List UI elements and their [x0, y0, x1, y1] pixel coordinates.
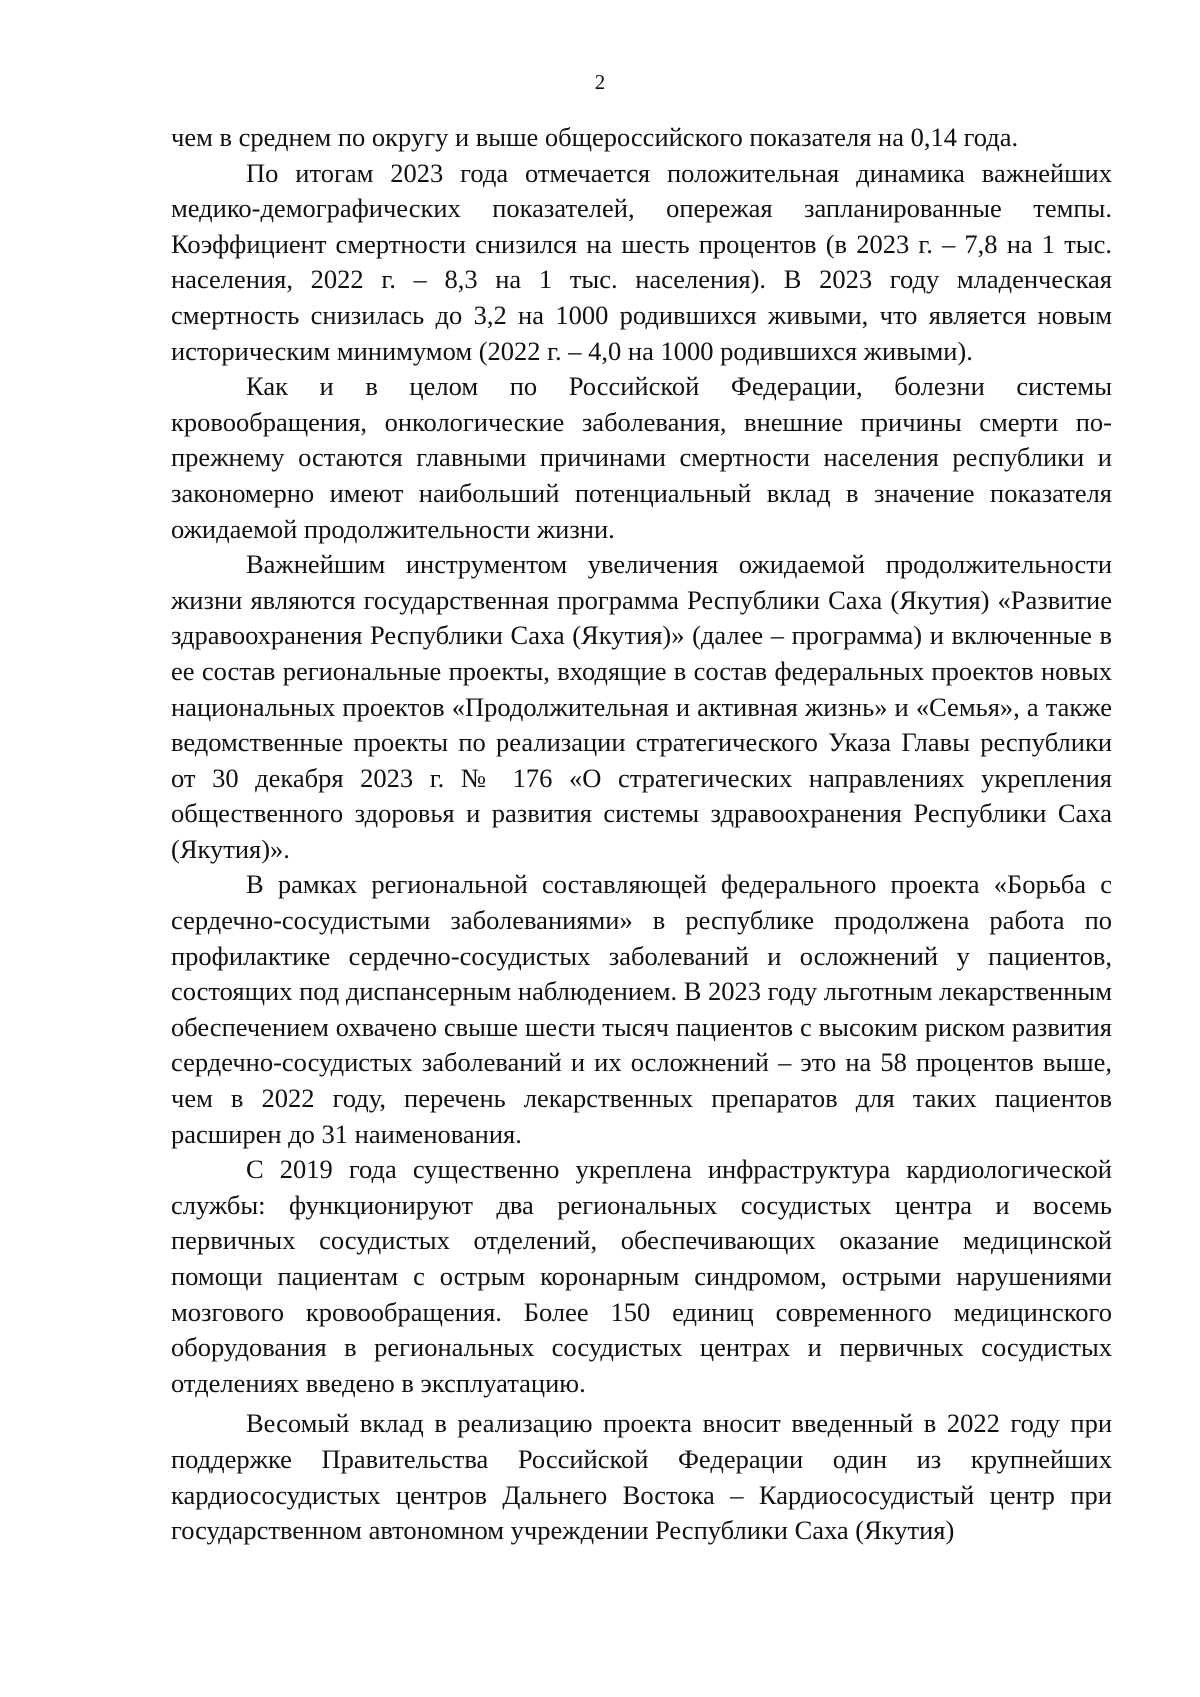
paragraph-cardiovascular-center: Весомый вклад в реализацию проекта вносит введенный в 2022 году при поддержке Правительства Российской Федерации один из крупнейших кардиососудистых центров Дальнего Востока – Кардиососудистый центр при государственном автономном учреждении Республики Саха (Якутия): [171, 1408, 1112, 1546]
paragraph-cardiovascular-project: В рамках региональной составляющей федерального проекта «Борьба с сердечно-сосудистыми заболеваниями» в республике продолжена работа по профилактике сердечно-сосудистых заболеваний и осложнений у пациентов, состоящих под диспансерным наблюдением. В 2023 году льготным лекарственным обеспечением охвачено свыше шести тысяч пациентов с высоким риском развития сердечно-сосудистых заболеваний и их осложнений – это на 58 процентов выше, чем в 2022 году, перечень лекарственных препаратов для таких пациентов расширен до 31 наименования.: [171, 869, 1112, 1149]
document-body: [171, 120, 1112, 1549]
paragraph-cardiology-infrastructure: С 2019 года существенно укреплена инфраструктура кардиологической службы: функционируют два региональных сосудистых центра и восемь первичных сосудистых отделений, обеспечивающих оказание медицинской помощи пациентам с острым коронарным синдромом, острыми нарушениями мозгового кровообращения. Более 150 единиц современного медицинского оборудования в региональных сосудистых центрах и первичных сосудистых отделениях введено в эксплуатацию.: [171, 1154, 1112, 1398]
paragraph-continuation: чем в среднем по округу и выше общероссийского показателя на 0,14 года.: [171, 122, 1019, 152]
paragraph-state-program: Важнейшим инструментом увеличения ожидаемой продолжительности жизни являются государственная программа Республики Саха (Якутия) «Развитие здравоохранения Республики Саха (Якутия)» (далее – программа) и включенные в ее состав региональные проекты, входящие в состав федеральных проектов новых национальных проектов «Продолжительная и активная жизнь» и «Семья», а также ведомственные проекты по реализации стратегического Указа Главы республики от 30 декабря 2023 г. № 176 «О стратегических направлениях укрепления общественного здоровья и развития системы здравоохранения Республики Саха (Якутия)».: [171, 549, 1112, 864]
paragraph-mortality-causes: Как и в целом по Российской Федерации, болезни системы кровообращения, онкологические заболевания, внешние причины смерти по-прежнему остаются главными причинами смертности населения республики и закономерно имеют наибольший потенциальный вклад в значение показателя ожидаемой продолжительности жизни.: [171, 371, 1112, 544]
page-number: 2: [594, 70, 606, 94]
paragraph-demographics: По итогам 2023 года отмечается положительная динамика важнейших медико-демографических показателей, опережая запланированные темпы. Коэффициент смертности снизился на шесть процентов (в 2023 г. – 7,8 на 1 тыс. населения, 2022 г. – 8,3 на 1 тыс. населения). В 2023 году младенческая смертность снизилась до 3,2 на 1000 родившихся живыми, что является новым историческим минимумом (2022 г. – 4,0 на 1000 родившихся живыми).: [171, 157, 1112, 366]
